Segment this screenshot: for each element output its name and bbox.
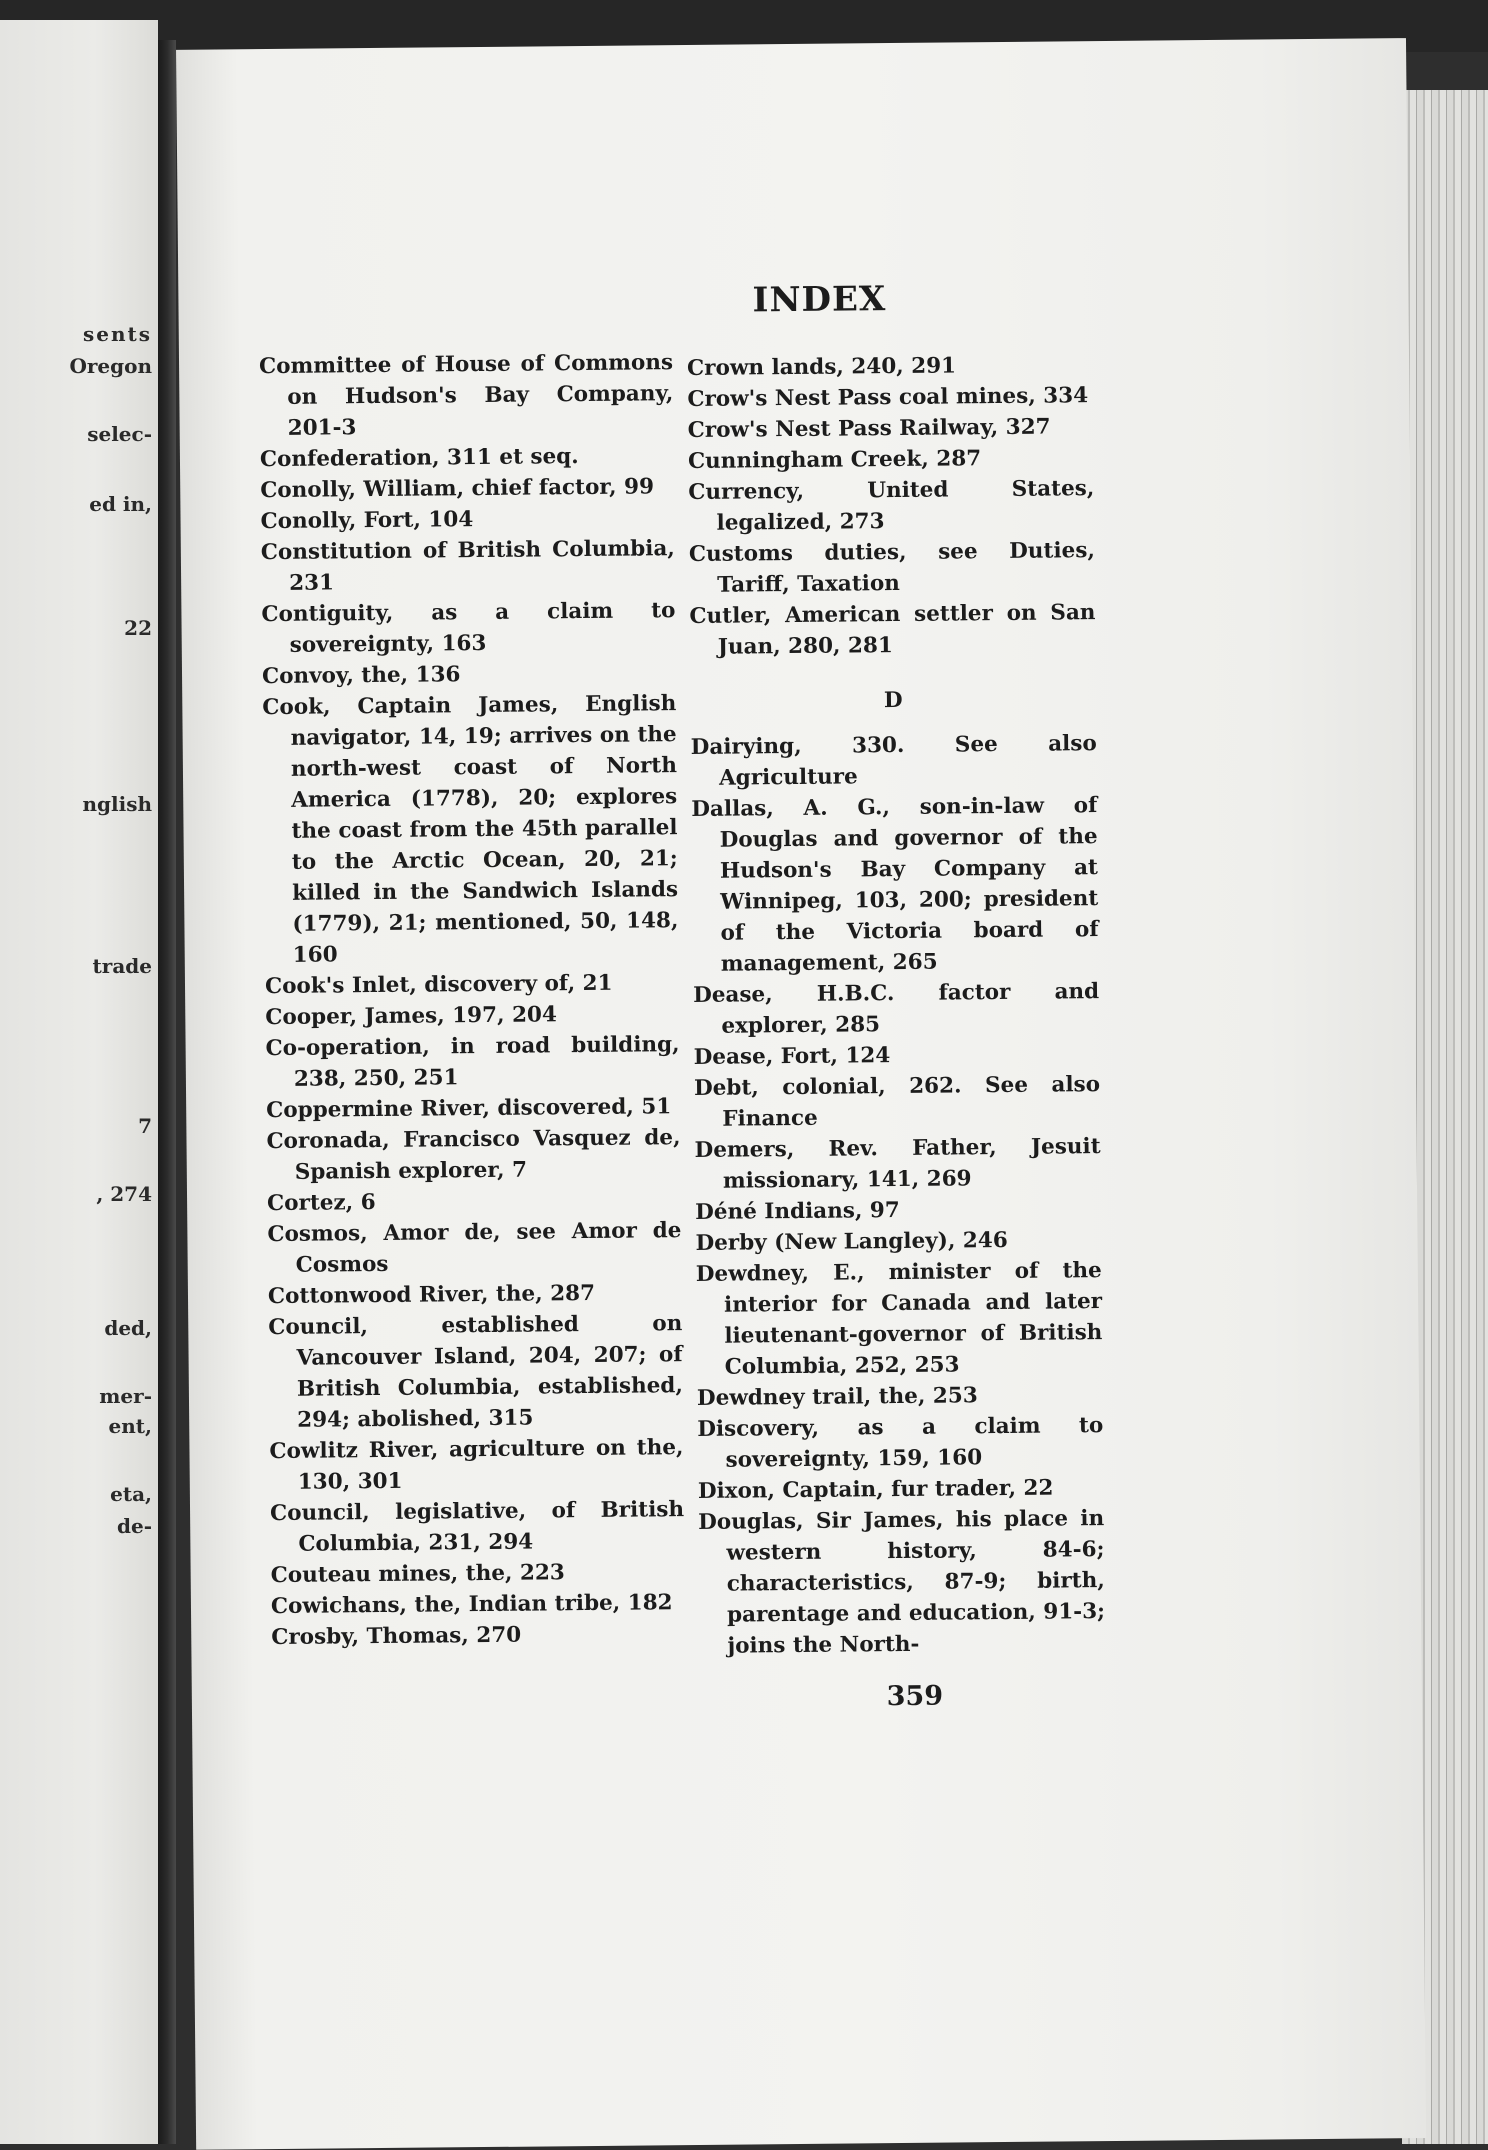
index-entry: Crown lands, 240, 291 bbox=[686, 353, 957, 382]
index-entry: Cook, Captain James, English navigator, 14, 19; arrives on the north-west coast of North America (1778), 20; explores the coast from the 45th parallel to the Arctic Ocean, 20, 21; killed in the Sandwich Islands (1779), 21; mentioned, 50, 148, 160 bbox=[262, 691, 679, 968]
index-entry: Douglas, Sir James, his place in western history, 84-6; characteristics, 87-9; birth, parentage and education, 91-3; joins the North- bbox=[698, 1506, 1106, 1659]
index-column-right bbox=[687, 349, 1106, 1662]
left-page-fragment: ed in, bbox=[89, 492, 152, 516]
index-entry: Currency, United States, legalized, 273 bbox=[688, 476, 1095, 536]
left-page-fragment: 22 bbox=[124, 616, 152, 640]
index-page bbox=[176, 38, 1426, 2150]
index-entry: Cook's Inlet, discovery of, 21 bbox=[264, 970, 613, 1000]
index-entry: Cosmos, Amor de, see Amor de Cosmos bbox=[267, 1218, 682, 1278]
index-entry: Cowichans, the, Indian tribe, 182 bbox=[270, 1590, 673, 1620]
index-entry: Déné Indians, 97 bbox=[695, 1198, 900, 1225]
left-page-fragment: selec- bbox=[87, 422, 152, 446]
index-entry: Cooper, James, 197, 204 bbox=[265, 1002, 558, 1031]
left-page-fragment: 7 bbox=[138, 1114, 152, 1138]
index-entry: Committee of House of Commons on Hudson's Bay Company, 201-3 bbox=[258, 350, 674, 441]
index-entry: Contiguity, as a claim to sovereignty, 163 bbox=[261, 598, 676, 658]
index-entry: Demers, Rev. Father, Jesuit missionary, 141, 269 bbox=[694, 1134, 1101, 1194]
index-entry: Confederation, 311 et seq. bbox=[259, 444, 579, 473]
index-entry: Dallas, A. G., son-in-law of Douglas and governor of the Hudson's Bay Company at Winnipeg, 103, 200; president of the Victoria board of management, 265 bbox=[691, 793, 1099, 977]
left-page-fragment: Oregon bbox=[69, 354, 152, 378]
section-letter-heading: D bbox=[883, 687, 903, 714]
page-number: 359 bbox=[886, 1680, 944, 1713]
left-page-fragment: ent, bbox=[108, 1414, 152, 1438]
index-entry: Conolly, Fort, 104 bbox=[260, 507, 474, 535]
index-entry: Cowlitz River, agriculture on the, 130, 301 bbox=[269, 1435, 684, 1495]
index-entry: Dewdney, E., minister of the interior for Canada and later lieutenant-governor of British Columbia, 252, 253 bbox=[695, 1258, 1103, 1380]
index-entry: Council, established on Vancouver Island, 204, 207; of British Columbia, established, 294; abolished, 315 bbox=[268, 1311, 683, 1433]
index-entry: Cortez, 6 bbox=[266, 1190, 376, 1217]
index-entry: Cunningham Creek, 287 bbox=[687, 446, 982, 475]
index-entry: Cutler, American settler on San Juan, 280, 281 bbox=[689, 600, 1096, 660]
index-entry: Council, legislative, of British Columbia, 231, 294 bbox=[269, 1497, 685, 1557]
index-entry: Crow's Nest Pass coal mines, 334 bbox=[687, 383, 1089, 413]
index-column-left bbox=[259, 347, 685, 1653]
left-page-fragment: nglish bbox=[82, 792, 152, 816]
index-entry: Crosby, Thomas, 270 bbox=[271, 1622, 522, 1651]
index-entry: Customs duties, see Duties, Tariff, Taxation bbox=[688, 538, 1095, 598]
index-entry: Convoy, the, 136 bbox=[261, 662, 461, 690]
index-entry: Dairying, 330. See also Agriculture bbox=[690, 731, 1097, 791]
left-facing-page bbox=[0, 20, 158, 2144]
index-entry: Derby (New Langley), 246 bbox=[695, 1227, 1008, 1256]
index-entry: Constitution of British Columbia, 231 bbox=[260, 536, 675, 596]
index-entry: Coronada, Francisco Vasquez de, Spanish explorer, 7 bbox=[266, 1125, 681, 1185]
index-entry: Co-operation, in road building, 238, 250, 251 bbox=[265, 1032, 680, 1092]
index-entry: Discovery, as a claim to sovereignty, 159, 160 bbox=[697, 1413, 1104, 1473]
index-entry: Dewdney trail, the, 253 bbox=[696, 1383, 978, 1411]
index-entry: Dease, Fort, 124 bbox=[693, 1043, 891, 1070]
index-entry: Cottonwood River, the, 287 bbox=[267, 1280, 596, 1310]
left-page-fragment: de- bbox=[116, 1514, 152, 1538]
left-page-fragment: , 274 bbox=[96, 1182, 152, 1206]
left-page-fragment: eta, bbox=[110, 1482, 152, 1506]
index-entry: Couteau mines, the, 223 bbox=[270, 1560, 565, 1589]
left-page-fragment: sents bbox=[82, 322, 152, 346]
left-page-fragment: mer- bbox=[99, 1384, 152, 1408]
index-entry: Debt, colonial, 262. See also Finance bbox=[693, 1072, 1101, 1132]
index-entry: Coppermine River, discovered, 51 bbox=[266, 1094, 672, 1124]
index-entry: Dixon, Captain, fur trader, 22 bbox=[697, 1475, 1054, 1504]
index-entry: Dease, H.B.C. factor and explorer, 285 bbox=[693, 979, 1100, 1039]
index-entry: Conolly, William, chief factor, 99 bbox=[260, 474, 655, 504]
index-entry: Crow's Nest Pass Railway, 327 bbox=[687, 414, 1051, 444]
left-page-fragment: ded, bbox=[104, 1316, 152, 1340]
page-title: INDEX bbox=[752, 279, 887, 321]
left-page-fragment: trade bbox=[92, 954, 152, 978]
book-gutter-shadow bbox=[158, 40, 176, 2144]
